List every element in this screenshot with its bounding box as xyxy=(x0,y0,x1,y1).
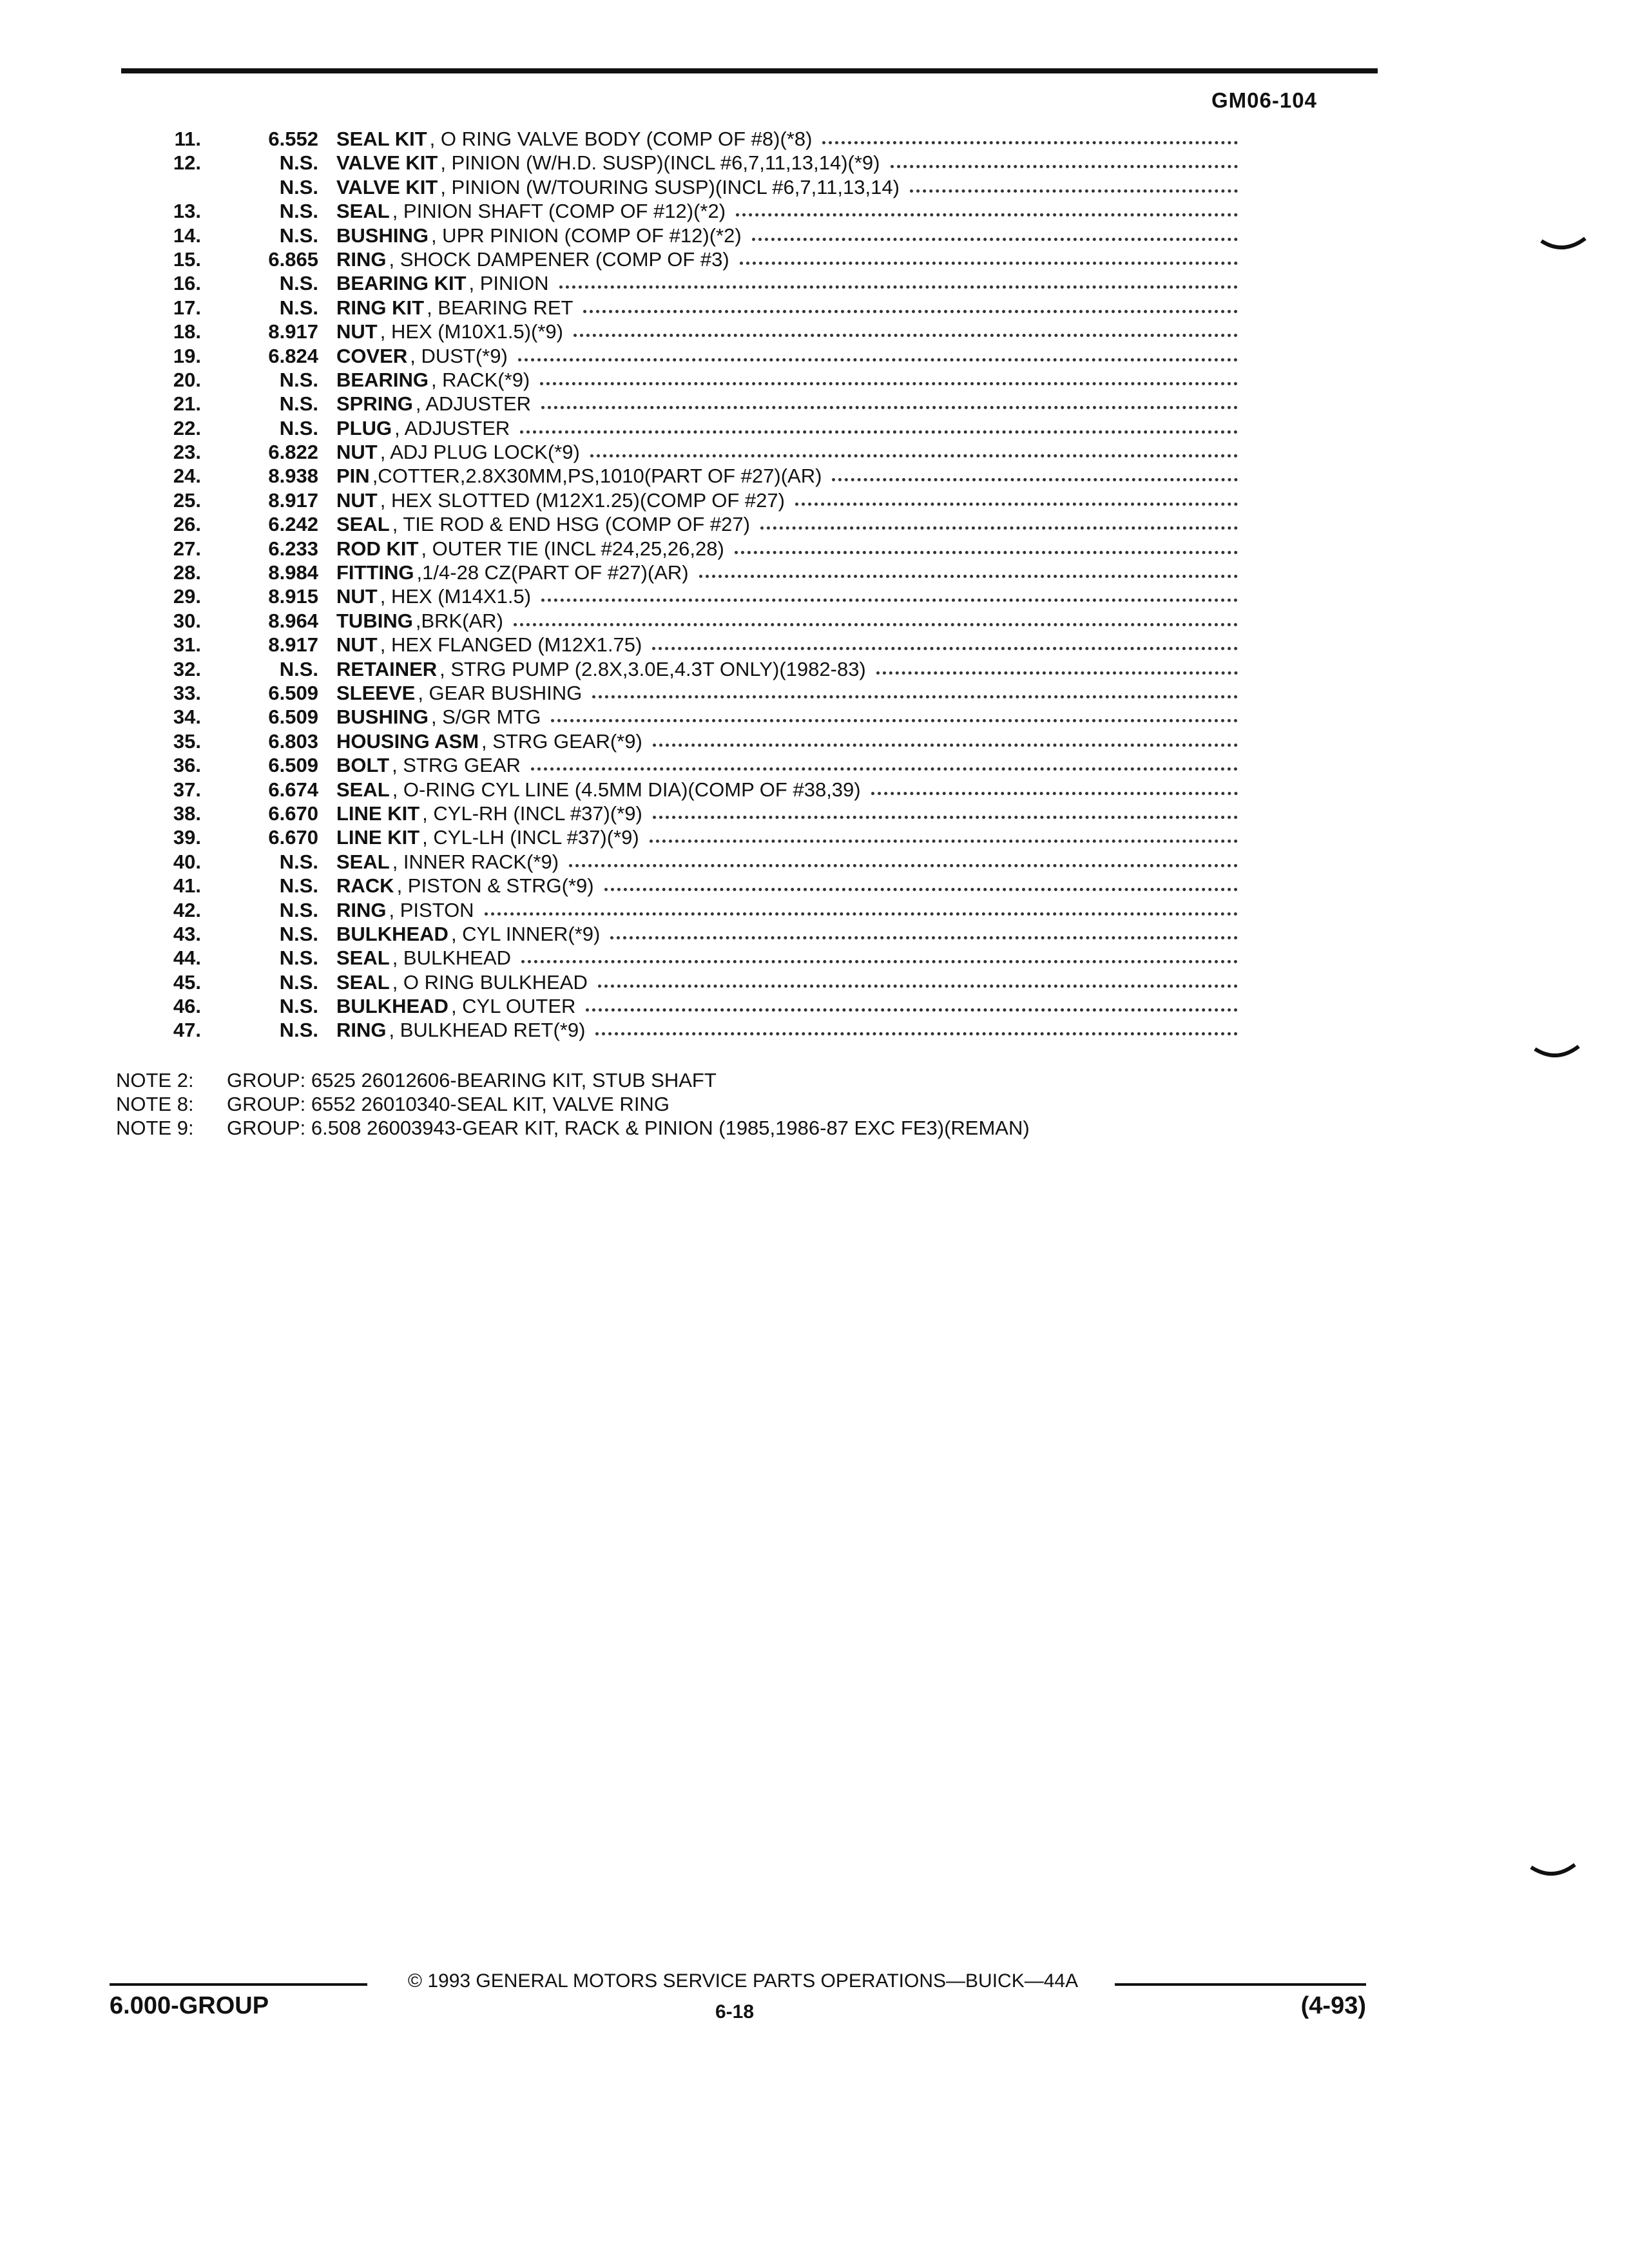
part-row xyxy=(126,320,1238,343)
part-row xyxy=(126,705,1238,729)
part-row xyxy=(126,561,1238,584)
dot-leader xyxy=(586,994,1238,1012)
part-number: 45. xyxy=(173,970,201,994)
dot-leader xyxy=(650,825,1238,843)
part-row xyxy=(126,416,1238,440)
part-description xyxy=(336,994,1238,1018)
part-detail: ,1/4-28 CZ(PART OF #27)(AR) xyxy=(416,561,689,584)
part-name: SEAL xyxy=(336,947,390,970)
part-detail: , PINION (W/TOURING SUSP)(INCL #6,7,11,13,14) xyxy=(440,175,900,198)
part-group-code: N.S. xyxy=(279,416,318,439)
note-line xyxy=(116,1116,1244,1140)
part-name: RETAINER xyxy=(336,657,438,680)
part-row xyxy=(126,368,1238,392)
dot-leader xyxy=(518,344,1238,361)
part-description xyxy=(336,584,1238,608)
part-detail: , PINION (W/H.D. SUSP)(INCL #6,7,11,13,14)(*9) xyxy=(440,151,880,175)
part-name: RING xyxy=(336,247,387,271)
part-group-code: 6.552 xyxy=(268,128,318,150)
part-name: FITTING xyxy=(336,561,414,584)
part-group-code: 8.938 xyxy=(268,465,318,488)
page-footer xyxy=(110,1965,1385,2042)
part-description xyxy=(336,392,1238,416)
part-number: 11. xyxy=(174,128,201,150)
part-detail: , RACK(*9) xyxy=(430,368,530,391)
part-name: SEAL xyxy=(336,200,390,223)
part-group-code: N.S. xyxy=(279,898,318,921)
part-number: 21. xyxy=(173,392,201,416)
part-number: 16. xyxy=(173,272,201,295)
part-description xyxy=(336,416,1238,440)
dot-leader xyxy=(559,271,1238,289)
part-row xyxy=(126,778,1238,802)
part-description xyxy=(336,296,1238,320)
part-detail: , PINION xyxy=(468,272,549,295)
part-detail: , ADJUSTER xyxy=(394,416,510,439)
part-description xyxy=(336,488,1238,512)
note-text: GROUP: 6.508 26003943-GEAR KIT, RACK & PINION (1985,1986-87 EXC FE3)(REMAN) xyxy=(227,1117,1030,1139)
binder-hole-mark xyxy=(1540,236,1586,255)
dot-leader xyxy=(832,464,1238,481)
part-name: BULKHEAD xyxy=(336,922,448,945)
part-group-code: N.S. xyxy=(279,151,318,175)
part-description xyxy=(336,1018,1238,1042)
dot-leader xyxy=(760,512,1238,530)
part-detail: , CYL INNER(*9) xyxy=(450,922,601,945)
part-description xyxy=(336,850,1238,874)
part-row xyxy=(126,296,1238,320)
part-group-code: N.S. xyxy=(279,657,318,680)
part-number: 27. xyxy=(173,537,201,560)
part-detail: , PISTON xyxy=(389,898,474,921)
dot-leader xyxy=(540,368,1238,385)
part-group-code: 8.917 xyxy=(268,633,318,657)
part-name: RING xyxy=(336,1019,387,1042)
part-group-code: N.S. xyxy=(279,224,318,247)
part-row xyxy=(126,464,1238,488)
footer-rule-left xyxy=(110,1983,367,1986)
part-name: SEAL xyxy=(336,513,390,536)
part-row xyxy=(126,898,1238,922)
part-detail: , O-RING CYL LINE (4.5MM DIA)(COMP OF #38,39) xyxy=(392,778,861,801)
part-row xyxy=(126,970,1238,994)
part-description xyxy=(336,127,1238,151)
footer-page-number: 6-18 xyxy=(715,2001,755,2023)
part-group-code: 6.509 xyxy=(268,754,318,777)
part-row xyxy=(126,850,1238,874)
part-group-code: N.S. xyxy=(279,368,318,391)
part-detail: , BULKHEAD RET(*9) xyxy=(389,1019,586,1042)
part-number: 14. xyxy=(173,224,201,247)
part-name: SPRING xyxy=(336,392,413,416)
part-detail: , HEX FLANGED (M12X1.75) xyxy=(380,633,642,657)
part-name: NUT xyxy=(336,585,378,608)
part-description xyxy=(336,970,1238,994)
part-number: 47. xyxy=(173,1019,201,1042)
part-group-code: 6.670 xyxy=(268,826,318,849)
part-row xyxy=(126,633,1238,657)
part-group-code: 6.865 xyxy=(268,247,318,271)
part-description xyxy=(336,561,1238,584)
part-row xyxy=(126,392,1238,416)
dot-leader xyxy=(699,561,1238,578)
part-number: 33. xyxy=(173,681,201,704)
part-name: PIN xyxy=(336,465,370,488)
part-detail: , O RING BULKHEAD xyxy=(392,970,588,994)
part-group-code: 6.233 xyxy=(268,537,318,560)
footer-copyright: © 1993 GENERAL MOTORS SERVICE PARTS OPERATIONS—BUICK—44A xyxy=(407,1970,1079,1992)
dot-leader xyxy=(595,1018,1238,1035)
part-detail: , UPR PINION (COMP OF #12)(*2) xyxy=(430,224,742,247)
part-number: 13. xyxy=(173,200,201,223)
part-name: ROD KIT xyxy=(336,537,419,560)
note-text: GROUP: 6525 26012606-BEARING KIT, STUB SHAFT xyxy=(227,1069,717,1091)
part-name: NUT xyxy=(336,441,378,464)
part-row xyxy=(126,224,1238,247)
notes-section xyxy=(116,1068,1244,1140)
part-number: 44. xyxy=(173,947,201,970)
part-number: 24. xyxy=(173,465,201,488)
part-description xyxy=(336,922,1238,946)
note-text: GROUP: 6552 26010340-SEAL KIT, VALVE RING xyxy=(227,1093,670,1115)
part-description xyxy=(336,537,1238,561)
part-row xyxy=(126,657,1238,681)
part-detail: , INNER RACK(*9) xyxy=(392,850,559,873)
part-row xyxy=(126,127,1238,151)
part-name: BEARING KIT xyxy=(336,272,467,295)
note-line xyxy=(116,1092,1244,1116)
part-description xyxy=(336,464,1238,488)
part-number: 20. xyxy=(173,368,201,391)
part-name: LINE KIT xyxy=(336,802,420,825)
note-label: NOTE 9: xyxy=(116,1117,194,1139)
part-number: 40. xyxy=(173,850,201,873)
part-group-code: 8.915 xyxy=(268,585,318,608)
part-group-code: 8.917 xyxy=(268,320,318,343)
part-name: SEAL xyxy=(336,970,390,994)
binder-hole-mark xyxy=(1530,1862,1576,1881)
dot-leader xyxy=(531,753,1238,771)
dot-leader xyxy=(569,850,1238,867)
dot-leader xyxy=(653,802,1238,819)
dot-leader xyxy=(520,416,1238,434)
part-number: 23. xyxy=(173,441,201,464)
part-group-code: N.S. xyxy=(279,995,318,1018)
part-detail: , PISTON & STRG(*9) xyxy=(396,874,594,898)
part-description xyxy=(336,825,1238,849)
part-description xyxy=(336,224,1238,247)
part-number: 32. xyxy=(173,657,201,680)
part-name: VALVE KIT xyxy=(336,151,438,175)
part-description xyxy=(336,609,1238,633)
part-row xyxy=(126,537,1238,561)
part-name: BULKHEAD xyxy=(336,995,448,1018)
part-detail: , TIE ROD & END HSG (COMP OF #27) xyxy=(392,513,750,536)
part-row xyxy=(126,609,1238,633)
part-name: SEAL KIT xyxy=(336,128,427,150)
part-row xyxy=(126,753,1238,777)
part-description xyxy=(336,247,1238,271)
part-number: 22. xyxy=(173,416,201,439)
dot-leader xyxy=(876,657,1238,675)
part-name: LINE KIT xyxy=(336,826,420,849)
part-number: 30. xyxy=(173,609,201,632)
part-description xyxy=(336,681,1238,705)
part-description xyxy=(336,753,1238,777)
part-group-code: 8.984 xyxy=(268,561,318,584)
part-detail: , PINION SHAFT (COMP OF #12)(*2) xyxy=(392,200,726,223)
part-detail: , GEAR BUSHING xyxy=(418,681,583,704)
part-group-code: 6.824 xyxy=(268,344,318,367)
dot-leader xyxy=(822,127,1238,144)
part-detail: , ADJUSTER xyxy=(415,392,532,416)
part-number: 26. xyxy=(173,513,201,536)
part-group-code: 6.674 xyxy=(268,778,318,801)
part-detail: , ADJ PLUG LOCK(*9) xyxy=(380,441,580,464)
part-group-code: 6.242 xyxy=(268,513,318,536)
part-row xyxy=(126,922,1238,946)
note-label: NOTE 2: xyxy=(116,1069,194,1091)
part-number: 18. xyxy=(173,320,201,343)
dot-leader xyxy=(521,946,1238,963)
part-number: 25. xyxy=(173,488,201,512)
part-detail: , HEX SLOTTED (M12X1.25)(COMP OF #27) xyxy=(380,488,785,512)
dot-leader xyxy=(541,392,1238,409)
part-row xyxy=(126,151,1238,175)
part-description xyxy=(336,874,1238,898)
dot-leader xyxy=(541,584,1238,602)
part-detail: , SHOCK DAMPENER (COMP OF #3) xyxy=(389,247,729,271)
part-description xyxy=(336,778,1238,802)
dot-leader xyxy=(653,729,1238,747)
part-number: 42. xyxy=(173,898,201,921)
part-name: RING KIT xyxy=(336,296,425,319)
part-row xyxy=(126,994,1238,1018)
dot-leader xyxy=(551,705,1238,722)
part-row xyxy=(126,344,1238,368)
part-description xyxy=(336,898,1238,922)
part-detail: , HEX (M10X1.5)(*9) xyxy=(380,320,563,343)
part-detail: ,BRK(AR) xyxy=(415,609,503,632)
part-number: 39. xyxy=(173,826,201,849)
part-row xyxy=(126,1018,1238,1042)
part-name: COVER xyxy=(336,344,408,367)
part-name: TUBING xyxy=(336,609,413,632)
part-detail: , STRG GEAR(*9) xyxy=(481,729,642,753)
part-number: 31. xyxy=(173,633,201,657)
part-name: NUT xyxy=(336,320,378,343)
part-description xyxy=(336,802,1238,825)
dot-leader xyxy=(592,681,1238,698)
part-row xyxy=(126,729,1238,753)
part-number: 35. xyxy=(173,729,201,753)
part-group-code: N.S. xyxy=(279,1019,318,1042)
part-description xyxy=(336,344,1238,368)
part-group-code: 6.822 xyxy=(268,441,318,464)
dot-leader xyxy=(590,440,1238,457)
part-group-code: 6.509 xyxy=(268,706,318,729)
part-detail: ,COTTER,2.8X30MM,PS,1010(PART OF #27)(AR) xyxy=(372,465,822,488)
part-detail: , OUTER TIE (INCL #24,25,26,28) xyxy=(421,537,724,560)
part-name: PLUG xyxy=(336,416,392,439)
part-row xyxy=(126,584,1238,608)
part-number: 28. xyxy=(173,561,201,584)
part-name: VALVE KIT xyxy=(336,175,438,198)
part-number: 15. xyxy=(173,247,201,271)
part-detail: , CYL-LH (INCL #37)(*9) xyxy=(422,826,639,849)
part-row xyxy=(126,825,1238,849)
part-detail: , BEARING RET xyxy=(427,296,574,319)
part-detail: , STRG PUMP (2.8X,3.0E,4.3T ONLY)(1982-83) xyxy=(439,657,866,680)
part-detail: , O RING VALVE BODY (COMP OF #8)(*8) xyxy=(429,128,813,150)
part-row xyxy=(126,247,1238,271)
part-group-code: N.S. xyxy=(279,970,318,994)
part-group-code: 8.917 xyxy=(268,488,318,512)
part-number: 34. xyxy=(173,706,201,729)
dot-leader xyxy=(652,633,1238,650)
part-number: 29. xyxy=(173,585,201,608)
part-row xyxy=(126,802,1238,825)
part-group-code: 6.803 xyxy=(268,729,318,753)
dot-leader xyxy=(740,247,1238,265)
part-detail: , CYL-RH (INCL #37)(*9) xyxy=(422,802,642,825)
dot-leader xyxy=(910,175,1238,193)
part-number: 12. xyxy=(173,151,201,175)
part-number: 43. xyxy=(173,922,201,945)
dot-leader xyxy=(736,199,1238,216)
binder-hole-mark xyxy=(1534,1044,1580,1063)
part-number: 37. xyxy=(173,778,201,801)
part-name: BEARING xyxy=(336,368,429,391)
parts-list xyxy=(126,127,1238,1043)
dot-leader xyxy=(583,296,1238,313)
part-name: BUSHING xyxy=(336,706,429,729)
part-group-code: N.S. xyxy=(279,947,318,970)
dot-leader xyxy=(795,488,1238,506)
part-number: 46. xyxy=(173,995,201,1018)
part-description xyxy=(336,633,1238,657)
part-group-code: 8.964 xyxy=(268,609,318,632)
part-group-code: N.S. xyxy=(279,175,318,198)
part-detail: , S/GR MTG xyxy=(430,706,541,729)
dot-leader xyxy=(514,609,1238,626)
part-group-code: N.S. xyxy=(279,922,318,945)
part-name: BUSHING xyxy=(336,224,429,247)
part-description xyxy=(336,368,1238,392)
part-number: 36. xyxy=(173,754,201,777)
part-row xyxy=(126,440,1238,464)
part-detail: , CYL OUTER xyxy=(450,995,576,1018)
part-name: SEAL xyxy=(336,850,390,873)
part-detail: , STRG GEAR xyxy=(392,754,521,777)
part-detail: , HEX (M14X1.5) xyxy=(380,585,532,608)
part-group-code: N.S. xyxy=(279,850,318,873)
footer-rule-right xyxy=(1115,1983,1366,1986)
part-row xyxy=(126,175,1238,199)
part-group-code: 6.509 xyxy=(268,681,318,704)
part-row xyxy=(126,199,1238,223)
top-rule xyxy=(121,68,1378,73)
part-group-code: N.S. xyxy=(279,272,318,295)
dot-leader xyxy=(871,778,1238,795)
part-name: SEAL xyxy=(336,778,390,801)
part-description xyxy=(336,199,1238,223)
document-code: GM06-104 xyxy=(1211,88,1317,112)
part-description xyxy=(336,271,1238,295)
part-description xyxy=(336,320,1238,343)
part-description xyxy=(336,512,1238,536)
part-description xyxy=(336,175,1238,199)
part-group-code: 6.670 xyxy=(268,802,318,825)
note-label: NOTE 8: xyxy=(116,1093,194,1115)
part-row xyxy=(126,488,1238,512)
part-row xyxy=(126,512,1238,536)
part-number: 41. xyxy=(173,874,201,898)
footer-revision-date: (4-93) xyxy=(1300,1992,1366,2019)
dot-leader xyxy=(574,320,1238,337)
part-row xyxy=(126,681,1238,705)
dot-leader xyxy=(891,151,1239,168)
part-group-code: N.S. xyxy=(279,200,318,223)
footer-group-label: 6.000-GROUP xyxy=(110,1992,269,2019)
part-name: BOLT xyxy=(336,754,390,777)
part-description xyxy=(336,440,1238,464)
part-number: 19. xyxy=(173,344,201,367)
part-name: HOUSING ASM xyxy=(336,729,479,753)
part-row xyxy=(126,271,1238,295)
part-number: 17. xyxy=(173,296,201,319)
part-name: SLEEVE xyxy=(336,681,416,704)
dot-leader xyxy=(485,898,1238,916)
part-description xyxy=(336,729,1238,753)
dot-leader xyxy=(752,224,1238,241)
part-number: 38. xyxy=(173,802,201,825)
dot-leader xyxy=(598,970,1238,988)
part-group-code: N.S. xyxy=(279,296,318,319)
dot-leader xyxy=(610,922,1238,939)
part-row xyxy=(126,946,1238,970)
part-row xyxy=(126,874,1238,898)
dot-leader xyxy=(604,874,1238,891)
note-line xyxy=(116,1068,1244,1092)
part-name: RACK xyxy=(336,874,394,898)
part-description xyxy=(336,657,1238,681)
part-description xyxy=(336,705,1238,729)
part-group-code: N.S. xyxy=(279,392,318,416)
part-detail: , DUST(*9) xyxy=(410,344,508,367)
part-name: RING xyxy=(336,898,387,921)
part-group-code: N.S. xyxy=(279,874,318,898)
part-description xyxy=(336,946,1238,970)
part-description xyxy=(336,151,1238,175)
dot-leader xyxy=(735,537,1238,554)
part-name: NUT xyxy=(336,488,378,512)
part-name: NUT xyxy=(336,633,378,657)
part-detail: , BULKHEAD xyxy=(392,947,512,970)
